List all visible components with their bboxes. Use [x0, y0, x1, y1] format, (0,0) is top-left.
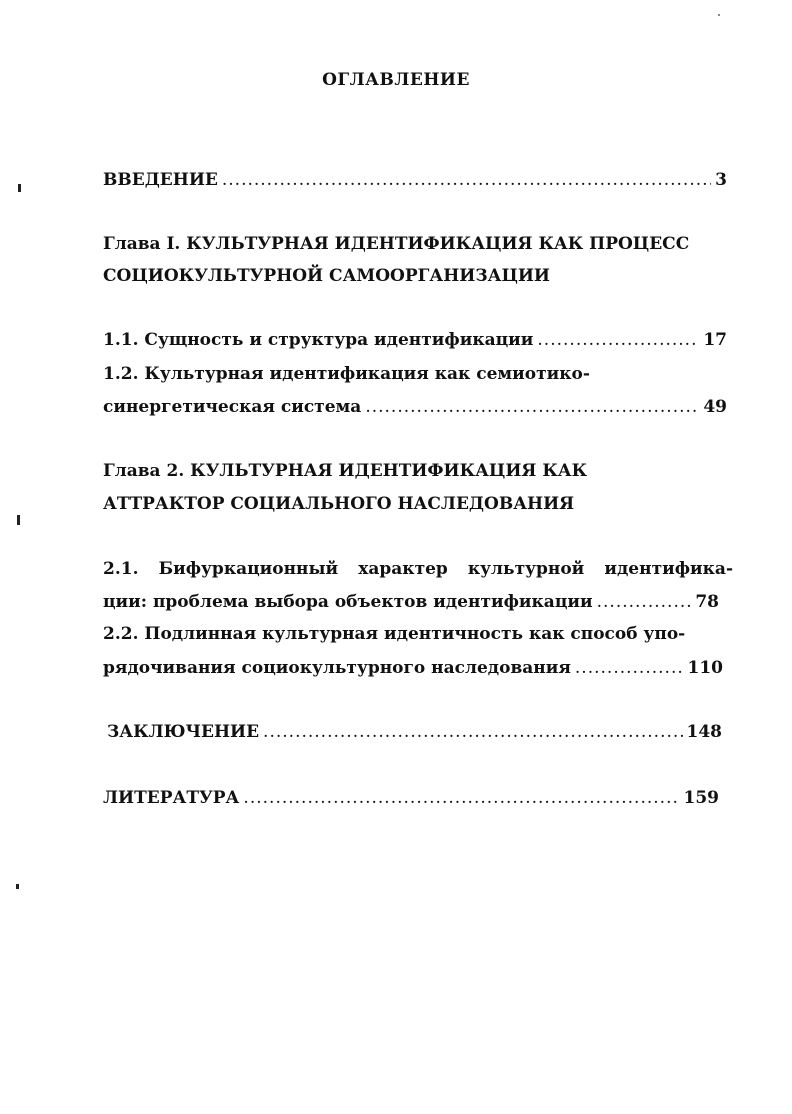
scan-mark [17, 515, 20, 525]
toc-label: синергетическая система [103, 397, 362, 417]
leader-dots [243, 786, 679, 810]
leader-dots [537, 328, 699, 352]
leader-dots [365, 395, 699, 419]
scan-mark [18, 184, 21, 192]
chapter-1-heading-line-2: СОЦИОКУЛЬТУРНОЙ САМООРГАНИЗАЦИИ [103, 266, 550, 286]
toc-entry-1-2 [103, 395, 727, 419]
toc-page-number: 110 [687, 658, 723, 678]
toc-label: рядочивания социокультурного наследования [103, 658, 571, 678]
toc-label: ЗАКЛЮЧЕНИЕ [107, 722, 260, 742]
toc-entry-2-1 [103, 590, 719, 614]
leader-dots [597, 590, 692, 614]
toc-page-number: 159 [683, 788, 719, 808]
scan-mark [16, 884, 19, 889]
toc-entry-2-2 [103, 656, 723, 680]
toc-page-number: 49 [703, 397, 727, 417]
toc-entry-2-2-line-1: 2.2. Подлинная культурная идентичность как способ упо- [103, 624, 686, 644]
leader-dots [222, 168, 711, 192]
toc-page-number: 148 [686, 722, 722, 742]
chapter-1-heading-line-1: Глава I. КУЛЬТУРНАЯ ИДЕНТИФИКАЦИЯ КАК ПРОЦЕСС [103, 234, 690, 254]
toc-page-number: 17 [703, 330, 727, 350]
toc-entry-literature [103, 786, 719, 810]
toc-entry-2-1-line-1: 2.1. Бифуркационный характер культурной идентифика- [103, 559, 733, 579]
leader-dots [575, 656, 684, 680]
chapter-2-heading-line-1: Глава 2. КУЛЬТУРНАЯ ИДЕНТИФИКАЦИЯ КАК [103, 461, 588, 481]
toc-label: ции: проблема выбора объектов идентификации [103, 592, 593, 612]
chapter-2-heading-line-2: АТТРАКТОР СОЦИАЛЬНОГО НАСЛЕДОВАНИЯ [103, 494, 575, 514]
toc-entry-1-2-line-1: 1.2. Культурная идентификация как семиотико- [103, 364, 590, 384]
toc-page-number: 3 [715, 170, 727, 190]
toc-entry-intro [103, 168, 727, 192]
toc-label: ВВЕДЕНИЕ [103, 170, 218, 190]
leader-dots [263, 720, 682, 744]
scan-dot [718, 14, 720, 16]
page-title: ОГЛАВЛЕНИЕ [322, 70, 470, 90]
toc-entry-1-1 [103, 328, 727, 352]
toc-entry-conclusion [107, 720, 722, 744]
toc-page-number: 78 [695, 592, 719, 612]
toc-label: 1.1. Сущность и структура идентификации [103, 330, 534, 350]
toc-label: ЛИТЕРАТУРА [103, 788, 240, 808]
